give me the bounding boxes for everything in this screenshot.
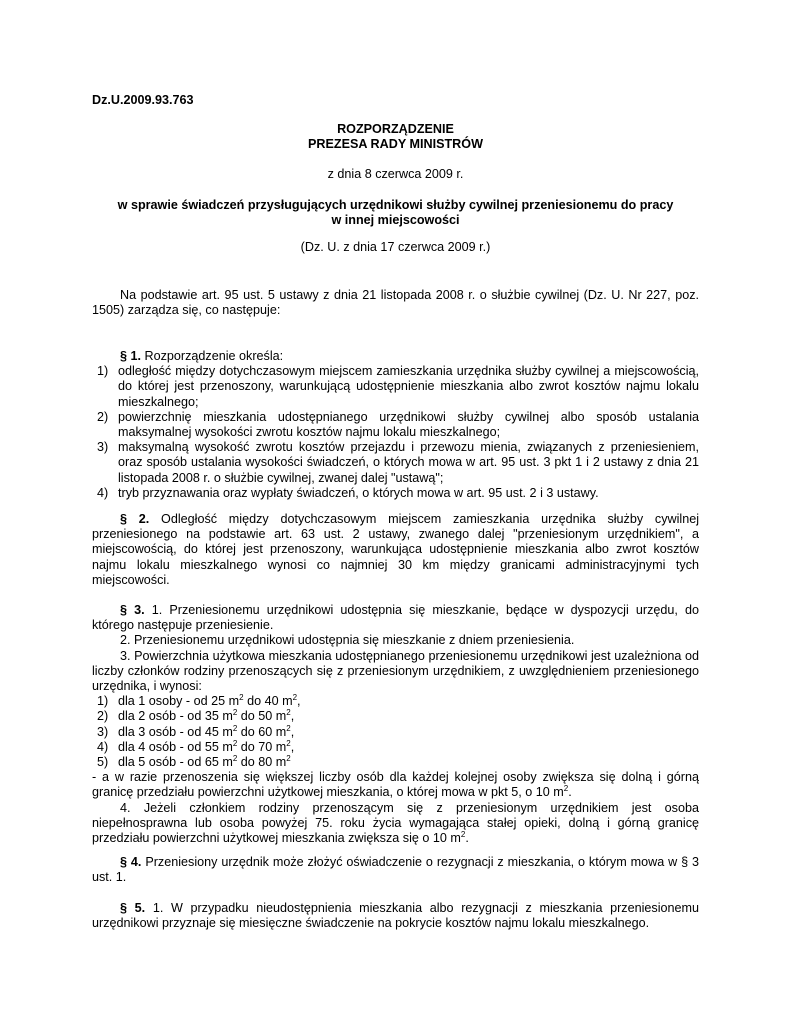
document-date: z dnia 8 czerwca 2009 r. bbox=[327, 167, 464, 181]
list-item bbox=[92, 709, 699, 724]
unit: m bbox=[222, 755, 233, 770]
unit-exponent: 2 bbox=[232, 753, 238, 763]
ust-4-text: 4. Jeżeli członkiem rodziny przenoszącym się z przeniesionym urzędnikiem jest osoba niepełnosprawna lub osoba powyżej 75. roku życia wymagająca stałej opieki, dolną i górną granicę przedziału powierzchni użytkowej mieszkania zwiększa się o 10 bbox=[92, 800, 699, 846]
unit: m bbox=[222, 709, 233, 724]
item-end: , bbox=[290, 739, 295, 754]
paragraph-3 bbox=[92, 603, 699, 846]
list-item-number: 2) bbox=[97, 409, 109, 424]
document-title bbox=[92, 122, 699, 152]
unit: m bbox=[275, 739, 287, 754]
area-from: dla 4 osób - od 55 bbox=[118, 739, 219, 754]
area-from: dla 2 osób - od 35 bbox=[118, 709, 219, 724]
paragraph-3-tail bbox=[92, 770, 699, 800]
ust-4-end: . bbox=[465, 831, 469, 846]
list-item-number: 3) bbox=[97, 724, 109, 739]
list-item-number: 1) bbox=[97, 694, 109, 709]
paragraph-4-text bbox=[92, 855, 699, 885]
document-subject bbox=[92, 198, 699, 228]
unit: m bbox=[228, 694, 240, 709]
unit-exponent: 2 bbox=[232, 738, 238, 748]
paragraph-1-list bbox=[92, 364, 699, 501]
item-end: , bbox=[297, 694, 301, 709]
unit-exponent: 2 bbox=[232, 723, 238, 733]
unit-exponent: 2 bbox=[232, 708, 238, 718]
paragraph-2-text bbox=[92, 512, 699, 588]
list-item-number: 3) bbox=[97, 440, 109, 455]
paragraph-1-intro bbox=[92, 349, 699, 364]
paragraph-5-body: 1. W przypadku nieudostępnienia mieszkania albo rezygnacji z mieszkania przeniesionemu urzędnikowi przyznaje się miesięczne świadczenie na pokrycie kosztów najmu lokalu mieszkalnego. bbox=[92, 901, 700, 931]
area-to: do 60 bbox=[240, 724, 273, 739]
subject-line-2: w innej miejscowości bbox=[331, 213, 460, 228]
paragraph-3-ust-1-text: 1. Przeniesionemu urzędnikowi udostępnia się mieszkanie, będące w dyspozycji urzędu, do którego następuje przeniesienie. bbox=[92, 603, 700, 633]
list-item bbox=[92, 486, 699, 501]
paragraph-3-ust-1 bbox=[92, 603, 699, 633]
unit-exponent: 2 bbox=[286, 723, 291, 733]
paragraph-1-sign: § 1. bbox=[120, 349, 142, 363]
tail-end: . bbox=[568, 785, 572, 800]
paragraph-2 bbox=[92, 512, 699, 588]
unit: m bbox=[222, 724, 233, 739]
list-item-text: powierzchnię mieszkania udostępnianego urzędnikowi służby cywilnej albo sposób ustalania maksymalnej wysokości zwrotu kosztów najmu lokalu mieszkalnego; bbox=[118, 409, 699, 440]
unit: m bbox=[282, 694, 293, 709]
unit: m bbox=[275, 755, 287, 770]
unit-exponent: 2 bbox=[286, 753, 291, 763]
list-item-text: maksymalną wysokość zwrotu kosztów przejazdu i przewozu mienia, związanych z przeniesieniem, oraz sposób ustalania wysokości świadczeń, o których mowa w art. 95 ust. 3 pkt 1 i 2 ustawy z dnia 21 listopada 2008 r. o służbie cywilnej, zwanej dalej "ustawą"; bbox=[118, 440, 699, 485]
item-end: , bbox=[290, 724, 295, 739]
title-line-2: PREZESA RADY MINISTRÓW bbox=[308, 137, 483, 152]
unit-exponent: 2 bbox=[286, 738, 291, 748]
paragraph-5 bbox=[92, 901, 699, 931]
area-to: do 70 bbox=[240, 739, 273, 754]
unit-exponent: 2 bbox=[563, 784, 569, 794]
area-to: do 50 bbox=[240, 709, 273, 724]
paragraph-2-body: Odległość między dotychczasowym miejscem zamieszkania urzędnika służby cywilnej przeniesionego na podstawie art. 63 ust. 2 ustawy, zwanego dalej "przeniesionym urzędnikiem", a miejscowością, do której jest przenoszony, warunkująca udostępnienie mieszkania albo zwrot kosztów najmu lokalu mieszkalnego wynosi co najmniej 30 km między granicami administracyjnymi tych miejscowości. bbox=[92, 512, 700, 587]
area-to: do 40 bbox=[247, 694, 279, 709]
unit: m bbox=[222, 739, 233, 754]
unit: m bbox=[553, 785, 564, 800]
unit-exponent: 2 bbox=[286, 708, 291, 718]
area-list bbox=[92, 694, 699, 770]
title-line-1: ROZPORZĄDZENIE bbox=[337, 122, 454, 136]
paragraph-4-body: Przeniesiony urzędnik może złożyć oświadczenie o rezygnacji z mieszkania, o którym mowa w § 3 ust. 1. bbox=[92, 855, 699, 885]
unit-exponent: 2 bbox=[239, 693, 244, 703]
paragraph-1-intro-text: Rozporządzenie określa: bbox=[144, 349, 284, 363]
list-item bbox=[92, 440, 699, 486]
item-end: , bbox=[290, 709, 295, 724]
list-item bbox=[92, 740, 699, 755]
paragraph-4 bbox=[92, 855, 699, 885]
area-from: dla 5 osób - od 65 bbox=[118, 755, 219, 770]
list-item bbox=[92, 725, 699, 740]
unit: m bbox=[275, 724, 287, 739]
area-to: do 80 bbox=[240, 755, 273, 770]
publication-note: (Dz. U. z dnia 17 czerwca 2009 r.) bbox=[300, 240, 491, 254]
paragraph-3-sign: § 3. bbox=[120, 603, 145, 617]
list-item bbox=[92, 755, 699, 770]
list-item bbox=[92, 410, 699, 440]
unit: m bbox=[275, 709, 287, 724]
list-item-number: 5) bbox=[97, 755, 109, 770]
list-item-number: 1) bbox=[97, 364, 109, 379]
list-item-number: 2) bbox=[97, 709, 109, 724]
list-item-number: 4) bbox=[97, 485, 109, 500]
journal-reference: Dz.U.2009.93.763 bbox=[92, 93, 194, 107]
list-item-text: odległość między dotychczasowym miejscem zamieszkania urzędnika służby cywilnej a miejscowością, do której jest przenoszony, warunkującą udostępnienie mieszkania albo zwrot kosztów najmu lokalu mieszkalnego; bbox=[118, 364, 699, 409]
tail-text: - a w razie przenoszenia się większej liczby osób dla każdej kolejnej osoby zwiększa się dolną i górną granicę przedziału powierzchni użytkowej mieszkania, o której mowa w pkt 5, o 10 bbox=[92, 770, 699, 800]
paragraph-3-ust-4 bbox=[92, 801, 699, 847]
paragraph-3-ust-2: 2. Przeniesionemu urzędnikowi udostępnia się mieszkanie z dniem przeniesienia. bbox=[120, 633, 575, 648]
list-item bbox=[92, 694, 699, 709]
list-item bbox=[92, 364, 699, 410]
paragraph-4-sign: § 4. bbox=[120, 855, 142, 869]
preamble-text: Na podstawie art. 95 ust. 5 ustawy z dnia 21 listopada 2008 r. o służbie cywilnej (Dz. U. Nr 227, poz. 1505) zarządza się, co następuje: bbox=[92, 288, 699, 318]
paragraph-5-sign: § 5. bbox=[120, 901, 146, 915]
unit-exponent: 2 bbox=[460, 829, 466, 839]
paragraph-5-text bbox=[92, 901, 699, 931]
list-item-text: tryb przyznawania oraz wypłaty świadczeń, o których mowa w art. 95 ust. 2 i 3 ustawy. bbox=[118, 485, 599, 500]
paragraph-2-sign: § 2. bbox=[120, 512, 150, 526]
list-item-number: 4) bbox=[97, 739, 109, 754]
paragraph-3-ust-3: 3. Powierzchnia użytkowa mieszkania udostępnianego przeniesionemu urzędnikowi jest uzależniona od liczby członków rodziny przenoszących się z przeniesionym urzędnikiem, z uwzględnieniem przeniesionego urzędnika, i wynosi: bbox=[92, 648, 699, 694]
area-from: dla 1 osoby - od 25 bbox=[118, 694, 226, 709]
unit-exponent: 2 bbox=[292, 693, 298, 703]
paragraph-1 bbox=[92, 349, 699, 501]
preamble bbox=[92, 288, 699, 318]
unit: m bbox=[450, 831, 461, 846]
subject-line-1: w sprawie świadczeń przysługujących urzędnikowi służby cywilnej przeniesionemu do pracy bbox=[117, 198, 674, 212]
area-from: dla 3 osób - od 45 bbox=[118, 724, 219, 739]
